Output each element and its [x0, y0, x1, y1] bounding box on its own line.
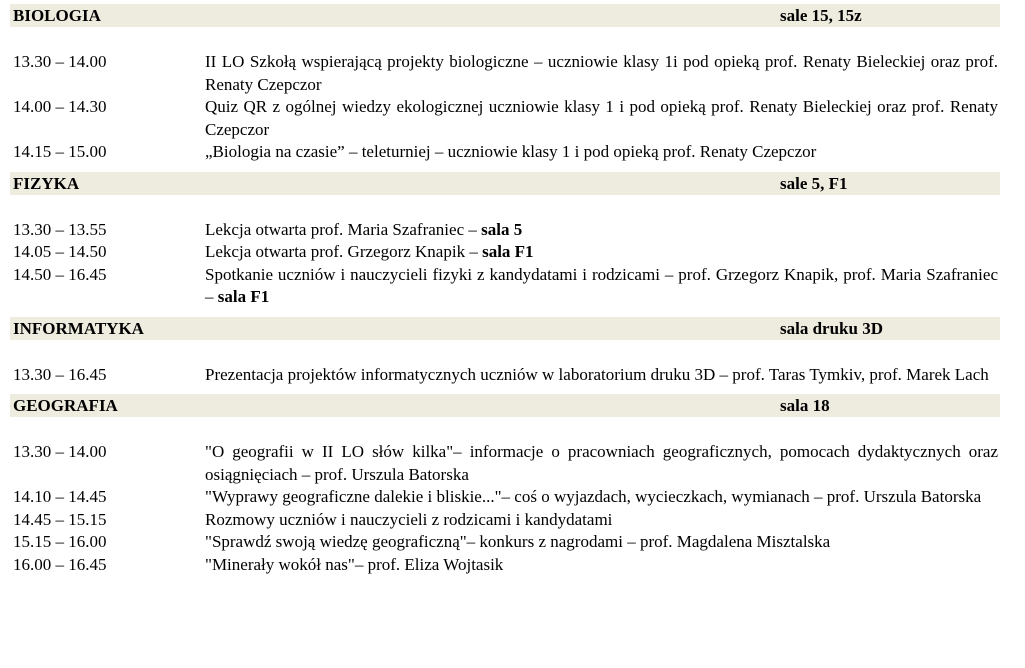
row-room-bold: sala F1: [217, 287, 270, 306]
schedule-row: [10, 509, 1000, 532]
section-room: sale 15, 15z: [780, 6, 862, 25]
section-header: [10, 317, 1000, 340]
section-title: FIZYKA: [13, 173, 80, 193]
row-description: Rozmowy uczniów i nauczycieli z rodzicami i kandydatami: [205, 509, 613, 529]
row-description: "Sprawdź swoją wiedzę geograficzną"– konkurs z nagrodami – prof. Magdalena Misztalska: [205, 532, 831, 551]
schedule-document: [10, 4, 1000, 576]
section-room: sale 5, F1: [780, 173, 848, 193]
row-description: [205, 219, 1000, 242]
row-time: 13.30 – 14.00: [13, 442, 107, 461]
row-room-bold: sala 5: [481, 219, 523, 239]
section-title: GEOGRAFIA: [13, 396, 118, 415]
row-room-bold: sala F1: [482, 242, 534, 261]
row-description: [205, 264, 1000, 309]
section-header: [10, 394, 1000, 417]
schedule-row: [10, 486, 1000, 509]
section-title: BIOLOGIA: [13, 6, 101, 25]
section-informatyka: [10, 317, 1000, 395]
section-room: sala 18: [780, 396, 830, 415]
row-description: "Wyprawy geograficzne dalekie i bliskie..."– coś o wyjazdach, wycieczkach, wymianach – prof. Urszula Batorska: [205, 487, 982, 506]
row-description: Prezentacja projektów informatycznych uczniów w laboratorium druku 3D – prof. Taras Tymkiv, prof. Marek Lach: [205, 364, 989, 384]
row-text: Lekcja otwarta prof. Grzegorz Knapik –: [205, 242, 483, 261]
schedule-row: [10, 554, 1000, 577]
section-header: [10, 4, 1000, 27]
row-description: "Minerały wokół nas"– prof. Eliza Wojtasik: [205, 554, 504, 574]
row-time: 14.50 – 16.45: [13, 264, 107, 284]
schedule-row: [10, 264, 1000, 309]
row-description: [205, 241, 1000, 264]
schedule-row: [10, 241, 1000, 264]
section-room: sala druku 3D: [780, 318, 883, 338]
row-text: Lekcja otwarta prof. Maria Szafraniec –: [205, 219, 482, 239]
row-description: "O geografii w II LO słów kilka"– informacje o pracowniach geograficznych, pomocach dydaktycznych oraz osiągnięciach – prof. Urszula Batorska: [205, 442, 998, 484]
row-time: 14.05 – 14.50: [13, 242, 107, 261]
section-header: [10, 172, 1000, 195]
row-description: II LO Szkołą wspierającą projekty biologiczne – uczniowie klasy 1i pod opieką prof. Renaty Bieleckiej oraz prof. Renaty Czepczor: [205, 52, 998, 94]
row-time: 16.00 – 16.45: [13, 554, 107, 574]
schedule-row: [10, 531, 1000, 554]
schedule-row: [10, 96, 1000, 141]
schedule-row: [10, 364, 1000, 387]
section-title: INFORMATYKA: [13, 318, 144, 338]
row-time: 14.00 – 14.30: [13, 97, 107, 116]
row-time: 15.15 – 16.00: [13, 532, 107, 551]
row-time: 14.10 – 14.45: [13, 487, 107, 506]
schedule-row: [10, 141, 1000, 164]
section-fizyka: [10, 172, 1000, 317]
row-description: „Biologia na czasie” – teleturniej – uczniowie klasy 1 i pod opieką prof. Renaty Czepczor: [205, 142, 817, 161]
schedule-row: [10, 219, 1000, 242]
section-geografia: [10, 394, 1000, 576]
row-time: 14.45 – 15.15: [13, 509, 107, 529]
row-text: Spotkanie uczniów i nauczycieli fizyki z kandydatami i rodzicami – prof. Grzegorz Knapik, prof. Maria Szafraniec –: [205, 264, 998, 306]
schedule-row: [10, 51, 1000, 96]
row-description: Quiz QR z ogólnej wiedzy ekologicznej uczniowie klasy 1 i pod opieką prof. Renaty Bieleckiej oraz prof. Renaty Czepczor: [205, 97, 998, 139]
row-time: 13.30 – 14.00: [13, 52, 107, 71]
row-time: 13.30 – 16.45: [13, 364, 107, 384]
schedule-row: [10, 441, 1000, 486]
section-biologia: [10, 4, 1000, 172]
row-time: 13.30 – 13.55: [13, 219, 107, 239]
row-time: 14.15 – 15.00: [13, 142, 107, 161]
